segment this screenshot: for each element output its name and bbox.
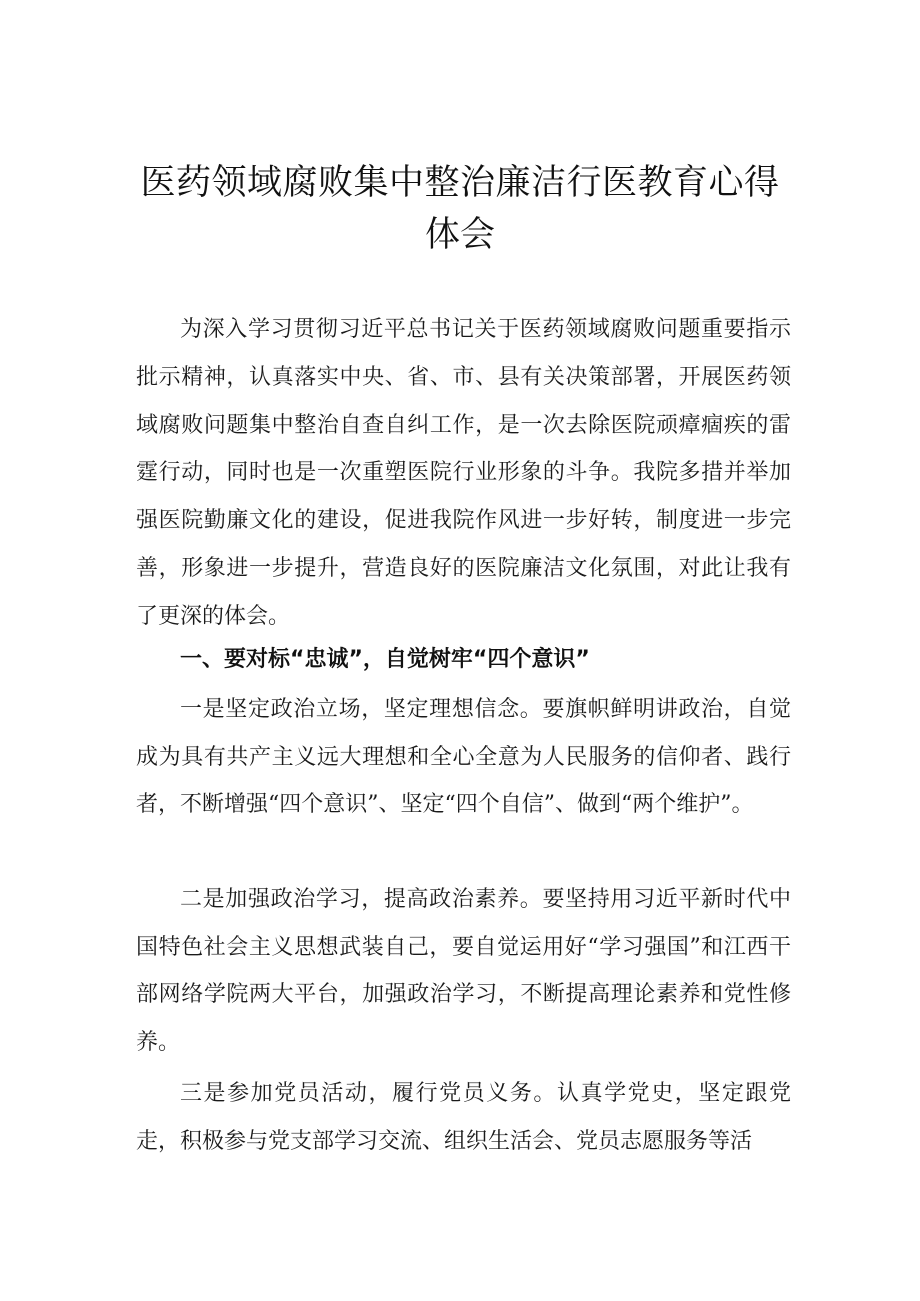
paragraph-point-two: 二是加强政治学习，提高政治素养。要坚持用习近平新时代中国特色社会主义思想武装自己，要自觉运用好“学习强国”和江西干部网络学院两大平台，加强政治学习，不断提高理论素养和党性修养。 — [136, 887, 791, 1055]
section-heading-1: 一、要对标“忠诚”，自觉树牢“四个意识” — [180, 647, 590, 672]
document-title-line-1: 医药领域腐败集中整治廉洁行医教育心得 — [140, 163, 780, 203]
intro-paragraph: 为深入学习贯彻习近平总书记关于医药领域腐败问题重要指示批示精神，认真落实中央、省、市、县有关决策部署，开展医药领域腐败问题集中整治自查自纠工作，是一次去除医院顽瘴痼疾的雷霆行动，同时也是一次重塑医院行业形象的斗争。我院多措并举加强医院勤廉文化的建设，促进我院作风进一步好转，制度进一步完善，形象进一步提升，营造良好的医院廉洁文化氛围，对此让我有了更深的体会。 — [136, 317, 791, 629]
document-title-line-2: 体会 — [424, 215, 495, 255]
paragraph-point-one: 一是坚定政治立场，坚定理想信念。要旗帜鲜明讲政治，自觉成为具有共产主义远大理想和全心全意为人民服务的信仰者、践行者，不断增强“四个意识”、坚定“四个自信”、做到“两个维护”。 — [136, 697, 791, 817]
paragraph-point-three: 三是参加党员活动，履行党员义务。认真学党史，坚定跟党走，积极参与党支部学习交流、组织生活会、党员志愿服务等活 — [136, 1081, 791, 1154]
